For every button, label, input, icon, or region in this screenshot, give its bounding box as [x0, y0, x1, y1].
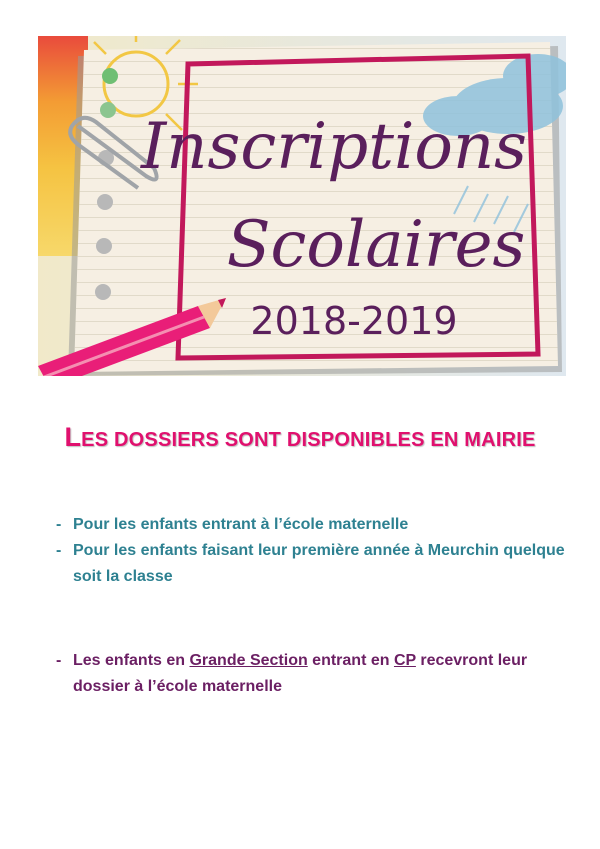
list-dash: - — [56, 516, 62, 533]
list-item-text: Pour les enfants entrant à l’école maternelle — [73, 516, 409, 533]
grande-section-list — [56, 648, 576, 700]
list-item-text-part2: entrant en — [307, 652, 394, 669]
cp-text: CP — [393, 652, 416, 669]
banner-title-line1: Inscriptions — [141, 110, 527, 184]
list-item-text-part3: recevront leur dossier à l’école maternelle — [73, 652, 528, 695]
banner-title-line2: Scolaires — [226, 208, 526, 282]
list-dash: - — [56, 652, 62, 669]
list-item-text: Pour les enfants faisant leur première année à Meurchin quelque soit la classe — [73, 542, 565, 585]
list-item — [56, 538, 576, 590]
list-item-text-part1: Les enfants en — [73, 652, 190, 669]
list-item — [56, 512, 576, 538]
eligibility-list — [56, 512, 576, 590]
grande-section-text: Grande Section — [189, 652, 308, 669]
main-heading — [0, 422, 600, 453]
heading-first-letter: L — [64, 422, 82, 452]
banner-artwork — [38, 36, 566, 376]
heading-text: ES DOSSIERS SONT DISPONIBLES EN MAIRIE — [81, 429, 536, 451]
list-item — [56, 648, 576, 700]
banner-year: 2018-2019 — [250, 299, 458, 343]
banner-illustration — [38, 36, 566, 376]
list-dash: - — [56, 542, 62, 559]
